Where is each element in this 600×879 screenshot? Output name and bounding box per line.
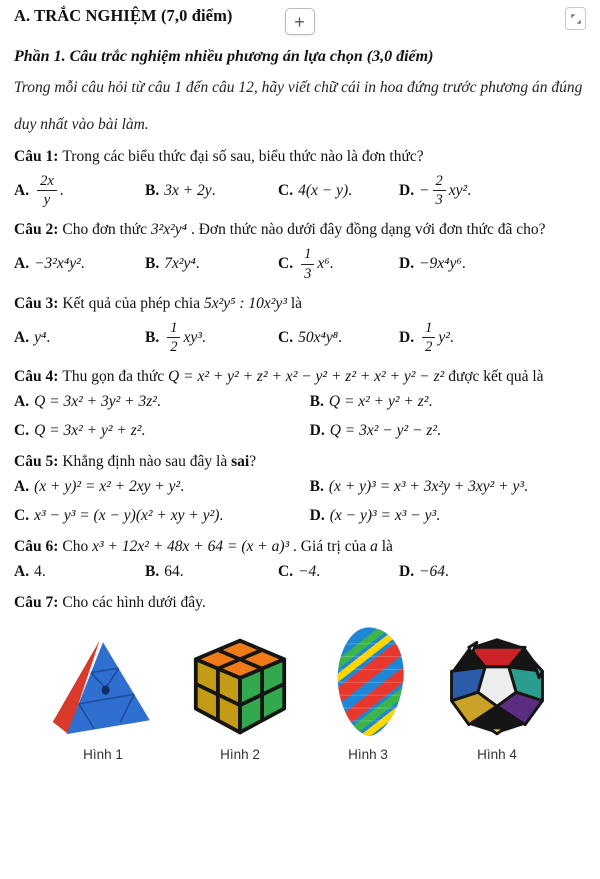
cube-2x2-image: [189, 635, 291, 738]
option-c: [278, 246, 399, 281]
fraction-denominator: 3: [304, 265, 312, 282]
figure-caption: Hình 1: [83, 747, 123, 763]
option-b: [145, 182, 278, 200]
question-number: Câu 1:: [14, 148, 59, 165]
figure-hinh-3: [325, 625, 411, 762]
math-expression: y²: [438, 328, 450, 346]
option-label: D.: [309, 422, 325, 440]
option-a: [14, 255, 145, 273]
text-run: Cho các hình dưới đây.: [62, 594, 206, 612]
fraction: [37, 173, 57, 208]
expand-button[interactable]: [565, 7, 586, 30]
math-expression: (x − y)³ = x³ − y³: [329, 507, 437, 525]
text-run: Cho đơn thức: [62, 221, 151, 239]
question-number: Câu 6:: [14, 538, 59, 556]
math-expression: (x + y)³ = x³ + 3x²y + 3xy² + y³: [328, 478, 525, 496]
text-run: .: [445, 563, 449, 581]
option-d: [399, 173, 586, 208]
text-run: được kết quả là: [444, 368, 544, 386]
option-label: A.: [14, 181, 30, 199]
fraction: [422, 320, 435, 355]
text-run: .: [329, 255, 334, 273]
math-expression: −9x⁴y⁶: [419, 255, 462, 273]
text-run: .: [201, 328, 206, 346]
option-label: A.: [14, 478, 30, 496]
text-run: .: [524, 478, 528, 496]
question-number: Câu 5:: [14, 453, 59, 471]
option-label: C.: [14, 507, 30, 525]
math-expression: 4(x − y): [298, 181, 349, 199]
fraction-denominator: 2: [170, 339, 178, 356]
text-run: Cho: [62, 538, 93, 556]
options-row: [14, 393, 586, 440]
text-run: .: [141, 422, 146, 440]
question-2: [14, 221, 586, 281]
fraction-numerator: 1: [167, 320, 180, 338]
math-expression: −64: [419, 563, 446, 581]
option-label: A.: [14, 563, 30, 581]
text-run: ?: [249, 453, 257, 471]
text-run: .: [195, 255, 200, 273]
text-run: 64.: [164, 563, 184, 581]
math-expression: y⁴: [34, 328, 47, 346]
plus-icon: +: [294, 11, 305, 32]
question-stem: [14, 594, 586, 612]
question-stem: [14, 295, 586, 313]
option-a: [14, 173, 145, 208]
option-label: D.: [399, 255, 415, 273]
option-label: D.: [399, 563, 415, 581]
option-label: D.: [399, 328, 415, 346]
text-run: .: [219, 507, 224, 525]
question-stem: [14, 538, 586, 556]
text-run: .: [348, 181, 352, 199]
math-expression: Q = x² + y² + z²: [328, 393, 429, 411]
option-d: [310, 507, 586, 525]
math-expression: x³ + 12x² + 48x + 64 = (x + a)³: [92, 538, 290, 556]
text-run: .: [46, 328, 51, 346]
figures-row: [14, 625, 586, 762]
text-run: sai: [231, 453, 250, 471]
fraction: [301, 246, 314, 281]
text-run: .: [449, 328, 454, 346]
text-run: . Giá trị của: [289, 538, 371, 556]
question-number: Câu 3:: [14, 294, 59, 312]
fraction: [433, 173, 446, 208]
option-b: [145, 320, 278, 355]
pyraminx-image: [51, 635, 155, 738]
page-title: A. TRẮC NGHIỆM (7,0 điểm): [14, 6, 233, 25]
question-number: Câu 7:: [14, 594, 59, 612]
fraction-numerator: 1: [422, 320, 435, 338]
option-label: B.: [309, 478, 324, 496]
text-run: .: [156, 393, 161, 411]
options-row: [14, 246, 586, 281]
math-expression: 3x + 2y: [164, 181, 212, 199]
header-row: [14, 6, 586, 35]
text-run: .: [428, 393, 433, 411]
figure-caption: Hình 2: [220, 747, 260, 763]
option-label: B.: [145, 181, 160, 199]
text-run: .: [338, 328, 342, 346]
math-expression: a: [370, 538, 378, 556]
text-run: .: [437, 422, 441, 440]
option-d: [399, 563, 586, 581]
options-row: [14, 173, 586, 208]
option-label: C.: [278, 328, 294, 346]
question-number: Câu 2:: [14, 221, 59, 239]
math-expression: xy²: [448, 181, 468, 199]
option-c: [14, 507, 310, 525]
option-label: A.: [14, 255, 30, 273]
option-label: C.: [278, 255, 294, 273]
question-stem: [14, 221, 586, 239]
fraction-numerator: 2: [433, 173, 446, 191]
math-expression: (x + y)² = x² + 2xy + y²: [34, 478, 181, 496]
text-run: .: [59, 181, 64, 199]
question-3: [14, 295, 586, 355]
text-run: là: [286, 294, 303, 312]
figure-caption: Hình 4: [477, 747, 517, 763]
option-c: [278, 182, 399, 200]
question-1: [14, 148, 586, 208]
option-a: [14, 329, 145, 347]
math-expression: 50x⁴y⁸: [298, 328, 339, 346]
math-expression: Q = 3x² + 3y² + 3z²: [34, 393, 157, 411]
option-label: D.: [309, 507, 325, 525]
egg-puzzle-image: [325, 625, 411, 738]
text-run: .: [316, 563, 321, 581]
instruction-line-1: Trong mỗi câu hỏi từ câu 1 đến câu 12, hãy viết chữ cái in hoa đứng trước phương án đúng: [14, 79, 583, 96]
option-label: C.: [14, 422, 30, 440]
options-row: [14, 563, 586, 581]
instruction-line-2: duy nhất vào bài làm.: [14, 116, 149, 133]
text-run: .: [467, 181, 472, 199]
math-expression: x³ − y³ = (x − y)(x² + xy + y²): [34, 507, 220, 525]
question-stem: [14, 453, 586, 471]
expand-icon: [570, 13, 582, 25]
question-6: [14, 538, 586, 581]
figure-hinh-4: [445, 634, 549, 762]
text-run: .: [461, 255, 466, 273]
math-expression: Q = x² + y² + z² + x² − y² + z² + x² + y² − z²: [168, 368, 445, 386]
instruction: [14, 69, 586, 143]
fraction-denominator: y: [43, 192, 51, 209]
option-label: A.: [14, 393, 30, 411]
text-run: Thu gọn đa thức: [62, 368, 169, 386]
part1-heading: Phần 1. Câu trắc nghiệm nhiều phương án lựa chọn (3,0 điểm): [14, 48, 434, 65]
question-4: [14, 368, 586, 440]
figure-caption: Hình 3: [348, 747, 388, 763]
text-run: .: [211, 181, 216, 199]
fraction: [167, 320, 180, 355]
text-run: 4.: [34, 563, 46, 581]
text-run: .: [80, 255, 85, 273]
math-expression: −4: [298, 563, 317, 581]
math-expression: 5x²y⁵ : 10x²y³: [203, 294, 287, 312]
option-b: [310, 478, 586, 496]
fraction-denominator: 2: [425, 339, 433, 356]
options-row: [14, 320, 586, 355]
option-label: B.: [145, 563, 160, 581]
option-d: [399, 255, 586, 273]
math-expression: x⁶: [317, 255, 330, 273]
fraction-numerator: 1: [301, 246, 314, 264]
option-label: D.: [399, 181, 415, 199]
math-expression: Q = 3x² − y² − z²: [329, 422, 438, 440]
text-run: .: [180, 478, 185, 496]
math-expression: −: [419, 181, 430, 199]
question-5: [14, 453, 586, 525]
option-c: [278, 563, 399, 581]
text-run: .: [436, 507, 441, 525]
text-run: Kết quả của phép chia: [62, 294, 204, 312]
options-row: [14, 478, 586, 525]
option-label: B.: [145, 328, 160, 346]
math-expression: −3²x⁴y²: [34, 255, 81, 273]
option-a: [14, 563, 145, 581]
fraction-denominator: 3: [435, 192, 443, 209]
option-b: [310, 393, 586, 411]
option-d: [399, 320, 586, 355]
fraction-numerator: 2x: [37, 173, 57, 191]
option-label: B.: [145, 255, 160, 273]
megaminx-image: [445, 634, 549, 738]
math-expression: xy³: [183, 328, 202, 346]
question-stem: [14, 148, 586, 166]
questions: [14, 148, 586, 612]
option-label: C.: [278, 563, 294, 581]
text-run: Trong các biểu thức đại số sau, biểu thức nào là đơn thức?: [62, 148, 424, 165]
question-stem: [14, 368, 586, 386]
option-b: [145, 563, 278, 581]
option-c: [14, 422, 310, 440]
figure-hinh-2: [189, 635, 291, 762]
option-label: C.: [278, 181, 294, 199]
question-7: [14, 594, 586, 612]
math-expression: 3²x²y⁴: [150, 221, 188, 239]
option-b: [145, 255, 278, 273]
option-label: B.: [309, 393, 324, 411]
text-run: là: [377, 538, 393, 556]
option-d: [310, 422, 586, 440]
add-button[interactable]: [285, 8, 315, 35]
option-label: A.: [14, 328, 30, 346]
question-number: Câu 4:: [14, 368, 59, 386]
figure-hinh-1: [51, 635, 155, 762]
option-a: [14, 393, 310, 411]
text-run: . Đơn thức nào dưới đây đồng dạng với đơn thức đã cho?: [187, 221, 546, 239]
option-a: [14, 478, 310, 496]
math-expression: 7x²y⁴: [164, 255, 196, 273]
option-c: [278, 329, 399, 347]
math-expression: Q = 3x² + y² + z²: [34, 422, 142, 440]
text-run: Khẳng định nào sau đây là: [62, 453, 232, 471]
